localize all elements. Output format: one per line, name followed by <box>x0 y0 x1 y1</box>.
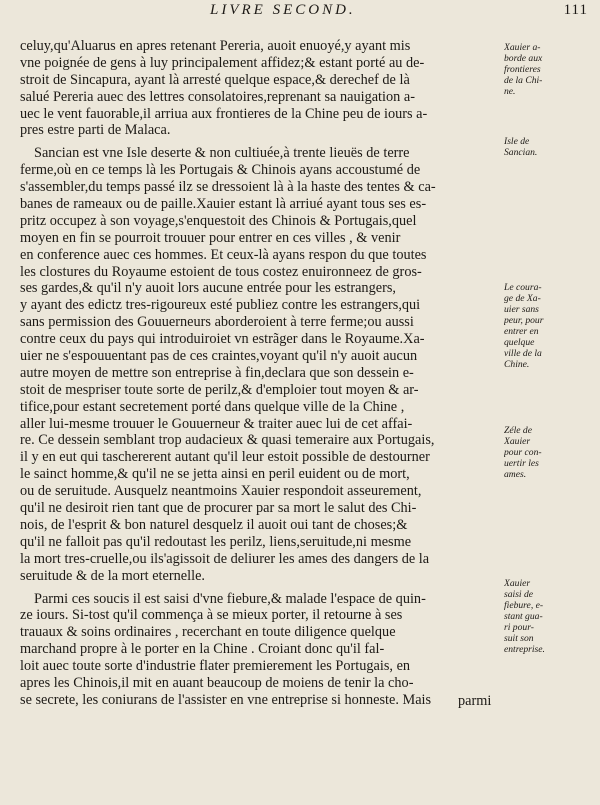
margin-note-line: stant gua- <box>504 611 543 622</box>
text-line: stroit de Sincapura, ayant là arresté quelque espace,& derechef de là <box>20 71 410 88</box>
text-line: s'assembler,du temps passé ilz se dressoient là à la haste des tentes & ca- <box>20 179 436 196</box>
text-line: les clostures du Royaume estoient de tous costez enuironneez de gros- <box>20 263 422 280</box>
text-line: en conference auec ces hommes. Et ceux-là ayans respon du que toutes <box>20 246 427 263</box>
text-line: apres les Chinois,il mit en auant beaucoup de moiens de tenir la cho- <box>20 674 414 691</box>
text-line: ze iours. Si-tost qu'il commença à se mieux porter, il retourne à ses <box>20 607 403 624</box>
text-line: trauaux & soins ordinaires , recerchant en toute diligence quelque <box>20 624 396 641</box>
text-line: qu'il ne falloit pas qu'il redoutast les perilz, liens,seruitude,ni mesme <box>20 533 412 550</box>
margin-note-line: ge de Xa- <box>504 293 541 304</box>
margin-note-line: peur, pour <box>504 315 544 326</box>
margin-note-line: entreprise. <box>504 644 545 655</box>
text-line: il y en eut qui taschererent autant qu'il leur estoit possible de destourner <box>20 449 430 466</box>
text-line: ou de seruitude. Ausquelz neantmoins Xauier respondoit asseurement, <box>20 483 422 500</box>
margin-note-line: ville de la <box>504 348 542 359</box>
margin-note-line: Xauier <box>504 436 531 447</box>
text-line: uier ne s'espouuentant pas de ces craintes,voyant qu'il n'y auoit aucun <box>20 348 418 365</box>
margin-note <box>504 578 598 655</box>
margin-note-line: Le coura- <box>504 282 542 293</box>
text-line: pritz occupez à son voyage,s'enquestoit des Chinois & Portugais,quel <box>20 212 417 229</box>
margin-note-line: entrer en <box>504 326 539 337</box>
text-line: autre moyen de mettre son entreprise à fin,declara que son dessein e- <box>20 364 414 381</box>
margin-note-line: frontieres <box>504 64 541 75</box>
text-line: nois, de l'esprit & bon naturel desquelz il auoit oui tant de choses;& <box>20 516 408 533</box>
running-head <box>0 2 600 20</box>
margin-note-line: ri pour- <box>504 622 534 633</box>
text-line: aller lui-mesme trouuer le Gouuerneur & traiter auec lui de cet affai- <box>20 415 413 432</box>
text-line: la mort tres-cruelle,ou ils'agissoit de deliurer les ames des dangers de la <box>20 550 430 567</box>
text-line: le sainct homme,& qu'il ne se jetta ainsi en peril euident ou de mort, <box>20 466 410 483</box>
text-line: salué Pereria auec des lettres consolatoires,reprenant sa nauigation a- <box>20 88 415 105</box>
text-line: Parmi ces soucis il est saisi d'vne fiebure,& malade l'espace de quin- <box>34 590 426 607</box>
text-line: moyen en fin se pourroit trouuer pour entrer en ces villes , & venir <box>20 229 401 246</box>
margin-note-line: uertir les <box>504 458 539 469</box>
margin-note-line: Isle de <box>504 136 530 147</box>
body-text <box>20 38 502 709</box>
margin-note-line: Xauier a- <box>504 42 541 53</box>
margin-note <box>504 136 598 158</box>
text-line: re. Ce dessein semblant trop audacieux & quasi temeraire aux Portugais, <box>20 432 435 449</box>
margin-note-line: ne. <box>504 86 516 97</box>
margin-note-line: uier sans <box>504 304 539 315</box>
text-line: qu'il ne desiroit rien tant que de procurer par sa mort le salut des Chi- <box>20 500 417 517</box>
text-line: contre ceux du pays qui introduiroiet vn estrãger dans le Royaume.Xa- <box>20 331 425 348</box>
text-line: sans permission des Gouuerneurs aborderoient à terre ferme;ou aussi <box>20 314 414 331</box>
text-line: banes de rameaux ou de paille.Xauier estant là arriué ayant tous ses es- <box>20 196 427 213</box>
text-line: y ayant des edictz tres-rigoureux esté publiez contre les estrangers,qui <box>20 297 421 314</box>
text-line: uec le vent fauorable,il arriua aux frontieres de la Chine peu de iours a- <box>20 105 428 122</box>
margin-note <box>504 282 598 370</box>
running-head-title: LIVRE SECOND. <box>210 2 356 18</box>
text-line: tifice,pour estant secretement porté dans quelque ville de la Chine , <box>20 398 405 415</box>
text-line: Sancian est vne Isle deserte & non cultiuée,à trente lieuës de terre <box>34 145 410 162</box>
margin-note-line: Xauier <box>504 578 531 589</box>
text-line: pres estre parti de Malaca. <box>20 122 171 139</box>
text-line: marchand propre à le porter en la Chine . Croiant donc qu'il fal- <box>20 641 385 658</box>
margin-note-line: suit son <box>504 633 534 644</box>
margin-note-line: Chine. <box>504 359 530 370</box>
margin-note-line: borde aux <box>504 53 543 64</box>
text-line: loit auec toute sorte d'industrie flater premierement les Portugais, en <box>20 658 411 675</box>
page-number: 111 <box>563 2 588 18</box>
margin-note-line: saisi de <box>504 589 534 600</box>
margin-note-line: ames. <box>504 469 527 480</box>
catchword: parmi <box>458 693 492 709</box>
text-line: celuy,qu'Aluarus en apres retenant Pereria, auoit enuoyé,y ayant mis <box>20 38 411 54</box>
margin-note-line: Sancian. <box>504 147 538 158</box>
text-line: se secrete, les coniurans de l'assister en vne entreprise si honneste. Mais <box>20 691 432 708</box>
text-line: vne poignée de gens à luy principalement affidez;& estant porté au de- <box>20 54 425 71</box>
margin-note-line: fiebure, e- <box>504 600 544 611</box>
margin-note <box>504 42 598 97</box>
text-line: stoit de mespriser toute sorte de perilz,& d'emploier tout moyen & ar- <box>20 381 419 398</box>
text-line: ferme,où en ce temps là les Portugais & Chinois ayans accoustumé de <box>20 162 421 179</box>
margin-note-line: quelque <box>504 337 535 348</box>
margin-note-line: pour con- <box>504 447 542 458</box>
margin-note-line: Zéle de <box>504 425 532 436</box>
margin-note <box>504 425 598 480</box>
text-line: ses gardes,& qu'il n'y auoit lors aucune entrée pour les estrangers, <box>20 280 396 297</box>
margin-note-line: de la Chi- <box>504 75 543 86</box>
text-line: seruitude & de la mort eternelle. <box>20 567 205 584</box>
